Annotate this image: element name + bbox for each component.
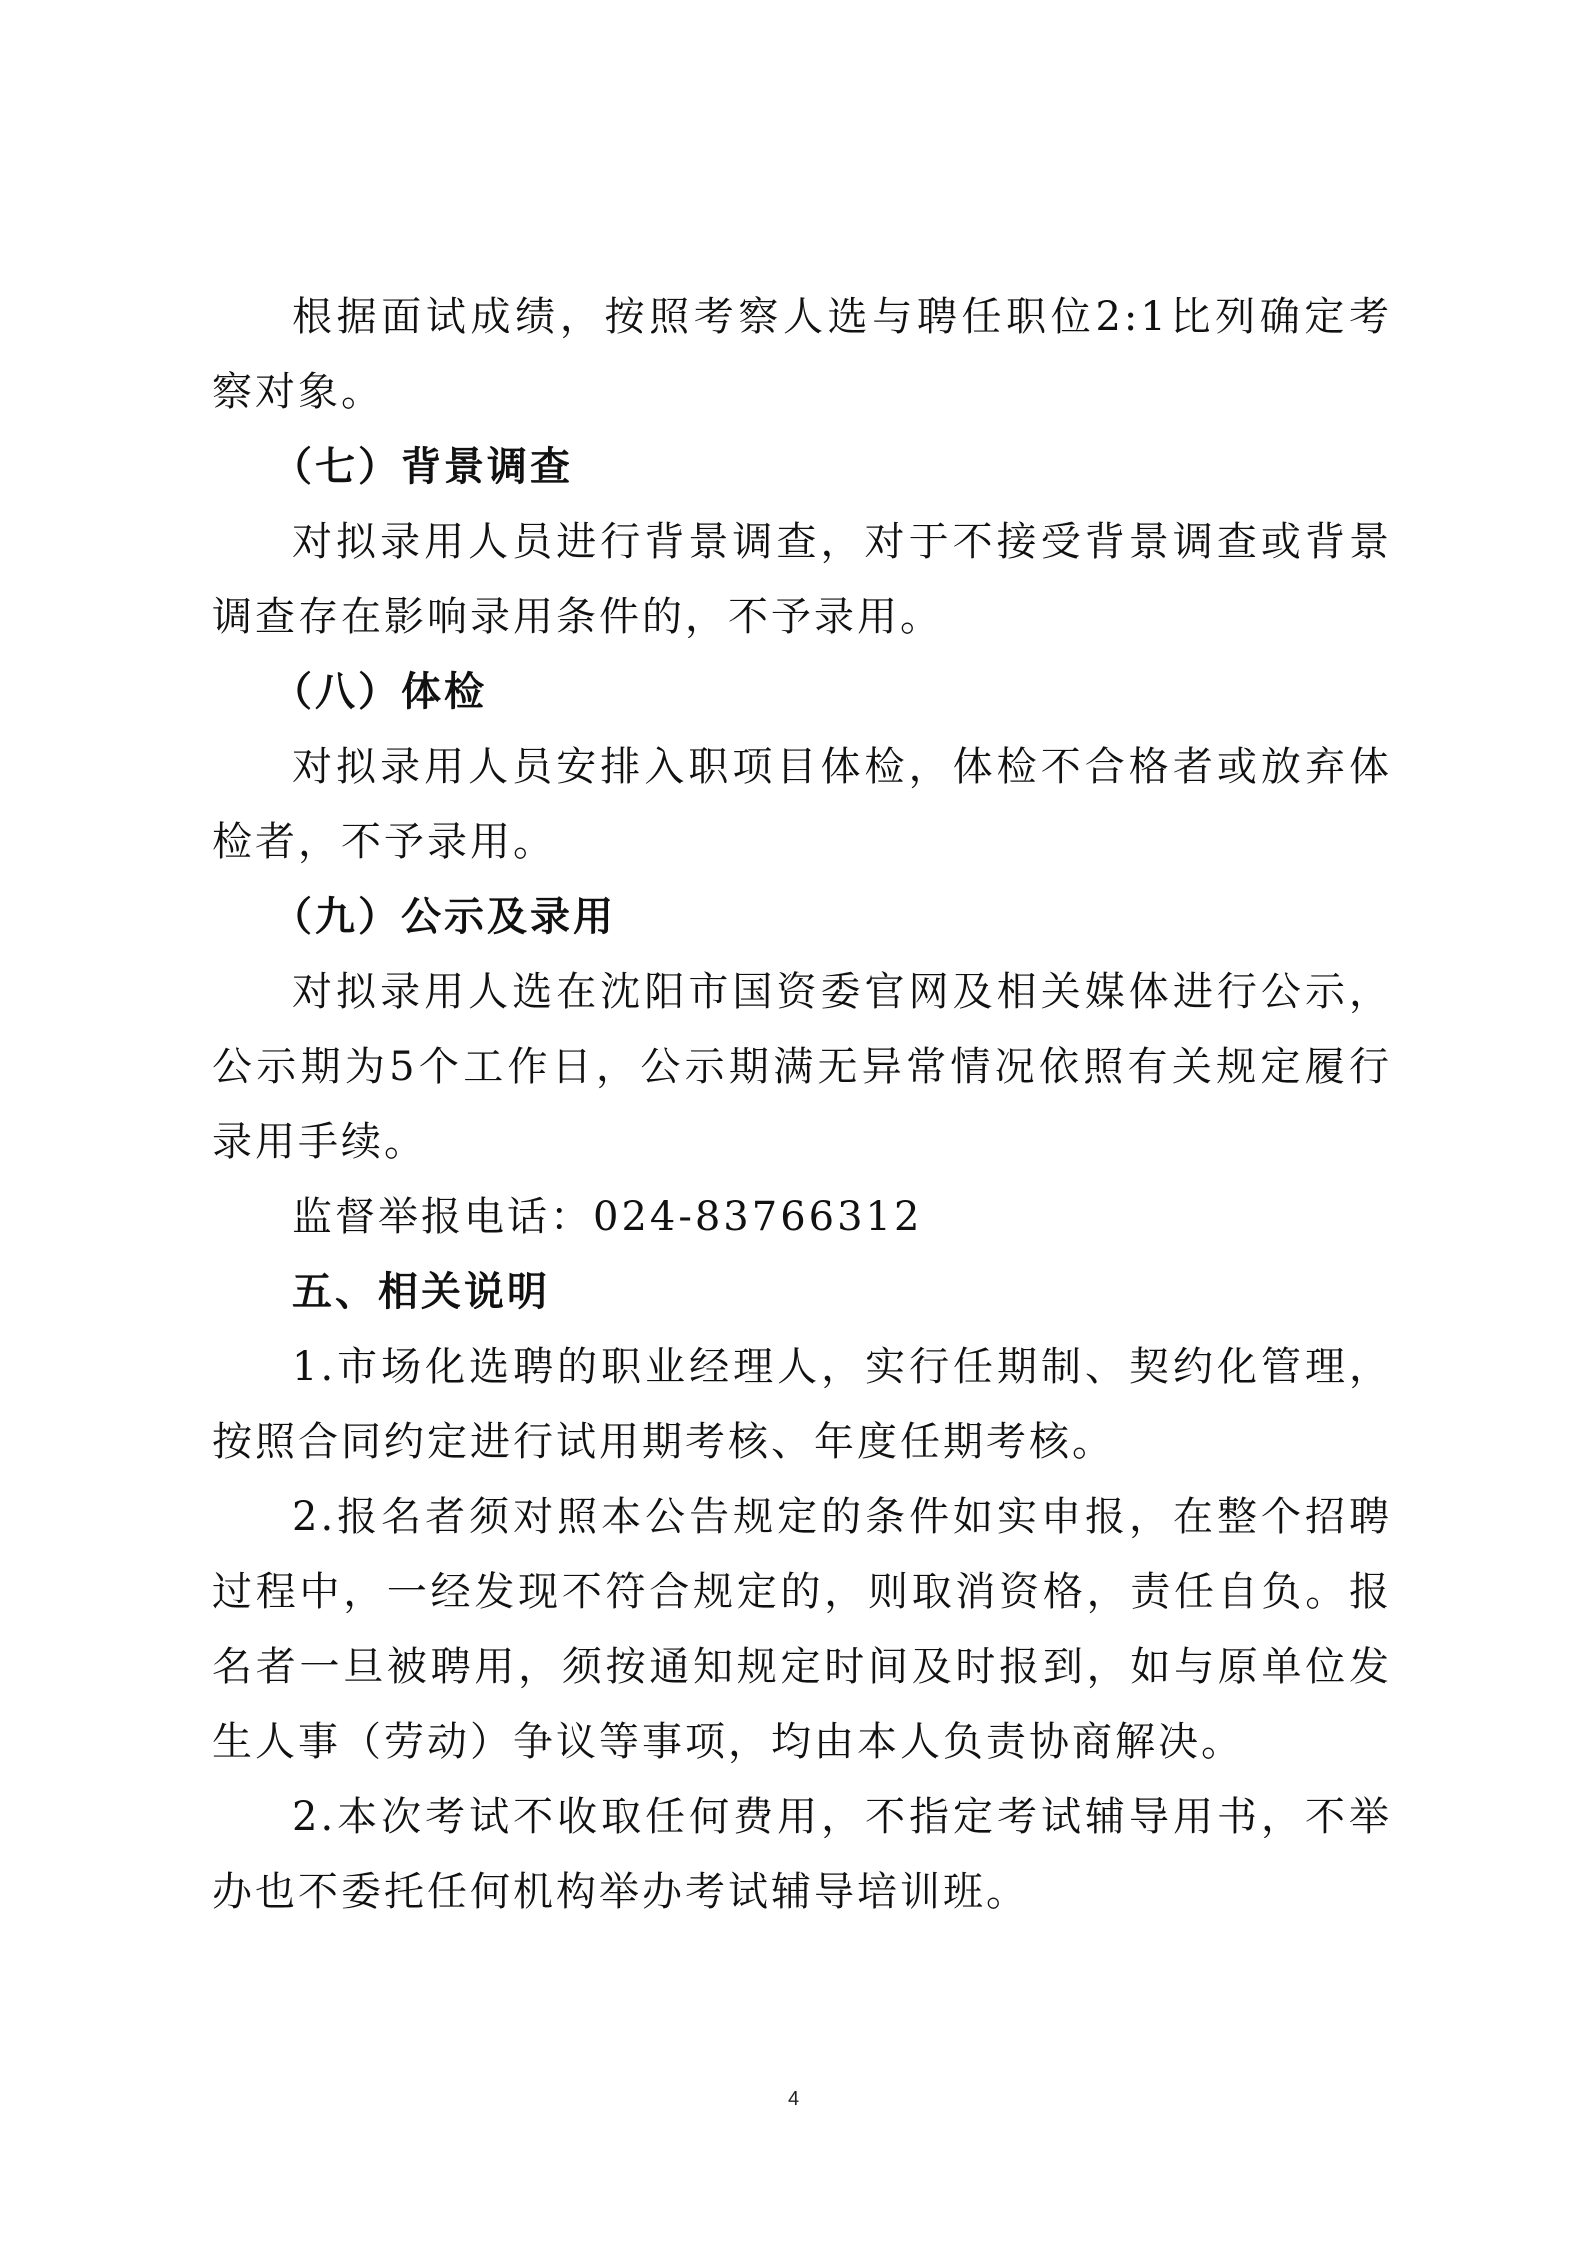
subheading-medical-exam: （八）体检	[272, 669, 487, 715]
paragraph-background-check: 对拟录用人员进行背景调查，对于不接受背景调查或背景调查存在影响录用条件的，不予录用。	[212, 519, 1392, 640]
paragraph-report-phone: 监督举报电话：024-83766312	[292, 1194, 923, 1240]
subheading-publicity-hiring: （九）公示及录用	[272, 894, 616, 940]
subheading-background-check: （七）背景调查	[272, 444, 573, 490]
page-number: 4	[787, 2088, 800, 2110]
section-heading-notes: 五、相关说明	[292, 1269, 550, 1315]
paragraph-note-2: 2.报名者须对照本公告规定的条件如实申报，在整个招聘过程中，一经发现不符合规定的，则取消资格，责任自负。报名者一旦被聘用，须按通知规定时间及时报到，如与原单位发生人事（劳动）争议等事项，均由本人负责协商解决。	[212, 1494, 1392, 1765]
paragraph-interview-selection: 根据面试成绩，按照考察人选与聘任职位2:1比列确定考察对象。	[212, 294, 1392, 415]
document-page	[212, 280, 1392, 1930]
paragraph-medical-exam: 对拟录用人员安排入职项目体检，体检不合格者或放弃体检者，不予录用。	[212, 744, 1392, 865]
paragraph-note-1: 1.市场化选聘的职业经理人，实行任期制、契约化管理，按照合同约定进行试用期考核、年度任期考核。	[212, 1344, 1392, 1465]
paragraph-note-3: 2.本次考试不收取任何费用，不指定考试辅导用书，不举办也不委托任何机构举办考试辅导培训班。	[212, 1794, 1392, 1915]
paragraph-publicity-hiring: 对拟录用人选在沈阳市国资委官网及相关媒体进行公示，公示期为5个工作日，公示期满无异常情况依照有关规定履行录用手续。	[212, 969, 1392, 1165]
